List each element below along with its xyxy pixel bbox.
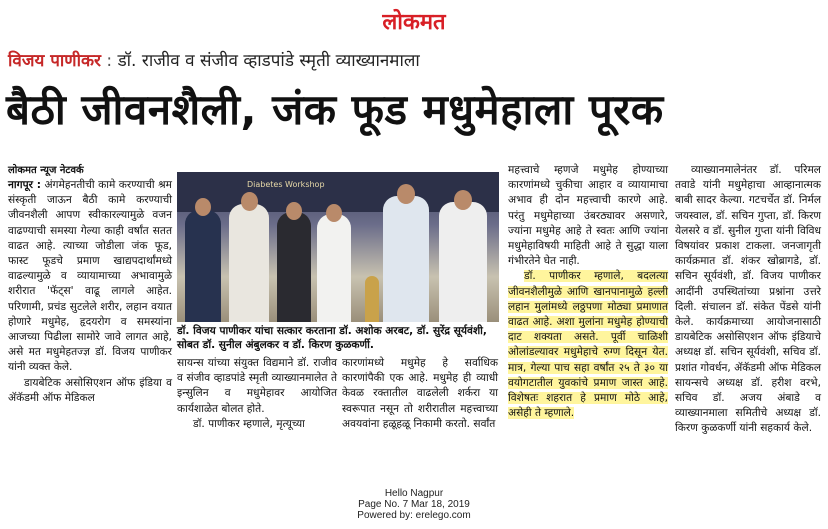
- author-name: विजय पाणीकर: [8, 51, 102, 71]
- series-title: [8, 48, 420, 71]
- article-column-2: [177, 356, 337, 432]
- article-column-4: [508, 163, 668, 421]
- article-column-3: [342, 356, 498, 432]
- lamp-stand: [365, 276, 379, 322]
- photo-banner-text: Diabetes Workshop: [247, 180, 325, 189]
- person-figure: [439, 202, 487, 322]
- column-5-text: व्याख्यानमालेनंतर डॉ. परिमल तवाडे यांनी मधुमेहाचा आव्हानात्मक बाबी सादर केल्या. गटचर्चेत डॉ. निर्मल जयस्वाल, डॉ. सचिन गुप्ता, डॉ. किरण येलसरे व डॉ. सुनील गुप्ता यांनी विविध विषयांवर प्रकाश टाकला. जनजागृती कार्यक्रमात डॉ. शंकर खोब्रागडे, डॉ. सचिन सूर्यवंशी, डॉ. विजय पाणीकर आदींनी उपस्थितांच्या प्रश्नांना उत्तरे दिली. संचालन डॉ. संकेत पेंडसे यांनी केले. कार्यक्रमाच्या आयोजनासाठी डायबेटिक असोसिएशन ऑफ इंडियाचे अध्यक्ष डॉ. सचिन सूर्यवंशी, सचिव डॉ. प्रशांत गोवर्धन, ॲकॅडमी ऑफ मेडिकल सायन्सचे अध्यक्ष डॉ. हरीश वरभे, सचिव डॉ. अजय अंबाडे व व्याख्यानमाला समितीचे अध्यक्ष डॉ. किरण कुळकर्णी यांनी सहकार्य केले.: [675, 164, 821, 435]
- person-head: [241, 192, 258, 211]
- article-column-1: [8, 178, 172, 406]
- page-footer: [0, 488, 828, 521]
- person-head: [326, 204, 342, 222]
- column-1-tail: डायबेटिक असोसिएशन ऑफ इंडिया व ॲकॅडमी ऑफ मेडिकल: [8, 376, 172, 404]
- article-column-5: [675, 163, 821, 437]
- highlighted-quote: डॉ. पाणीकर म्हणाले, बदलत्या जीवनशैलीमुळे आणि खानपानामुळे हल्ली लहान मुलांमध्ये लठ्ठपणा मोठ्या प्रमाणात वाढत आहे. अशा मुलांना मधुमेह होण्याची दाट शक्यता असते. पूर्वी चाळिशी ओलांडल्यावर मधुमेहाचे रुग्ण दिसून येत. मात्र, गेल्या पाच सहा वर्षांत २५ ते ३० या वयोगटातील युवकांचे प्रमाण जास्त आहे. विशेषतः शहरात हे प्रमाण मोठे आहे, असेही ते म्हणाले.: [508, 270, 668, 420]
- person-figure: [185, 210, 221, 322]
- headline: बैठी जीवनशैली, जंक फूड मधुमेहाला पूरक: [6, 85, 664, 134]
- series-separator: :: [106, 51, 113, 71]
- masthead: [0, 0, 828, 40]
- person-figure: [229, 204, 269, 322]
- person-head: [286, 202, 302, 220]
- column-3-text: कारणांमध्ये मधुमेह हे सर्वाधिक कारणांपैकी एक आहे. मधुमेह ही व्याधी केवळ रक्तातील वाढलेली शर्करा या स्वरूपात नसून तो शरीरातील महत्त्वाच्या अवयवांना हळूहळू निकामी करतो. सर्वांत: [342, 357, 498, 430]
- person-figure: [383, 196, 429, 322]
- person-figure: [277, 212, 311, 322]
- newspaper-logo: लोकमत: [382, 9, 446, 35]
- event-photo: [177, 172, 499, 322]
- column-1-text: अंगमेहनतीची कामे करण्याची श्रम संस्कृती जाऊन बैठी कामे करण्याची जीवनशैली आपण स्वीकारल्यामुळे वजन वाढण्याची समस्या गेल्या काही वर्षांत सतत वाढत आहे. त्याच्या जोडीला जंक फूड, फास्ट फूडचे प्रमाण खाद्यपदार्थांमध्ये वाढल्यामुळे व व्यायामाच्या अभावामुळे शरीरात 'फॅट्स' वाढू लागले आहेत. परिणामी, प्रचंड सुटलेले शरीर, लहान वयात होणारे मधुमेह, हृदयरोग व समस्यांना आजच्या पिढीला सामोरे जावे लागत आहे, असे मत मधुमेहतज्ज्ञ डॉ. विजय पाणीकर यांनी व्यक्त केले.: [8, 179, 172, 374]
- lecture-series-title: डॉ. राजीव व संजीव व्हाडपांडे स्मृती व्याख्यानमाला: [117, 51, 420, 71]
- footer-edition: Hello Nagpur: [384, 488, 444, 499]
- person-head: [195, 198, 211, 216]
- dateline: नागपूर :: [8, 179, 41, 191]
- column-2-tail: डॉ. पाणीकर म्हणाले, मृत्यूच्या: [193, 417, 305, 430]
- column-4-text: महत्त्वाचे म्हणजे मधुमेह होण्याच्या कारणांमध्ये चुकीचा आहार व व्यायामाचा अभाव ही दोन महत्त्वाची कारणे आहे. परंतु मधुमेहाच्या उंबरठ्यावर असणारे, ज्यांना मधुमेह आहे ते स्वतः आणि ज्यांना मधुमेहाविषयी माहिती आहे ते सुद्धा याला गंभीरतेने घेत नाही.: [508, 164, 668, 268]
- footer-page-date: Page No. 7 Mar 18, 2019: [358, 499, 470, 510]
- footer-powered-by: Powered by: erelego.com: [357, 510, 471, 521]
- column-2-text: सायन्स यांच्या संयुक्त विद्यमाने डॉ. राजीव व संजीव व्हाडपांडे स्मृती व्याख्यानमालेत ते इन्सुलिन व मधुमेहावर आयोजित कार्यशाळेत बोलत होते.: [177, 357, 337, 415]
- byline: लोकमत न्यूज नेटवर्क: [8, 165, 84, 176]
- photo-caption: डॉ. विजय पाणीकर यांचा सत्कार करताना डॉ. अशोक अरबट, डॉ. सुरेंद्र सूर्यवंशी, सोबत डॉ. सुनील अंबुलकर व डॉ. किरण कुळकर्णी.: [177, 325, 487, 351]
- person-figure: [317, 214, 351, 322]
- person-head: [454, 190, 472, 210]
- person-head: [397, 184, 415, 204]
